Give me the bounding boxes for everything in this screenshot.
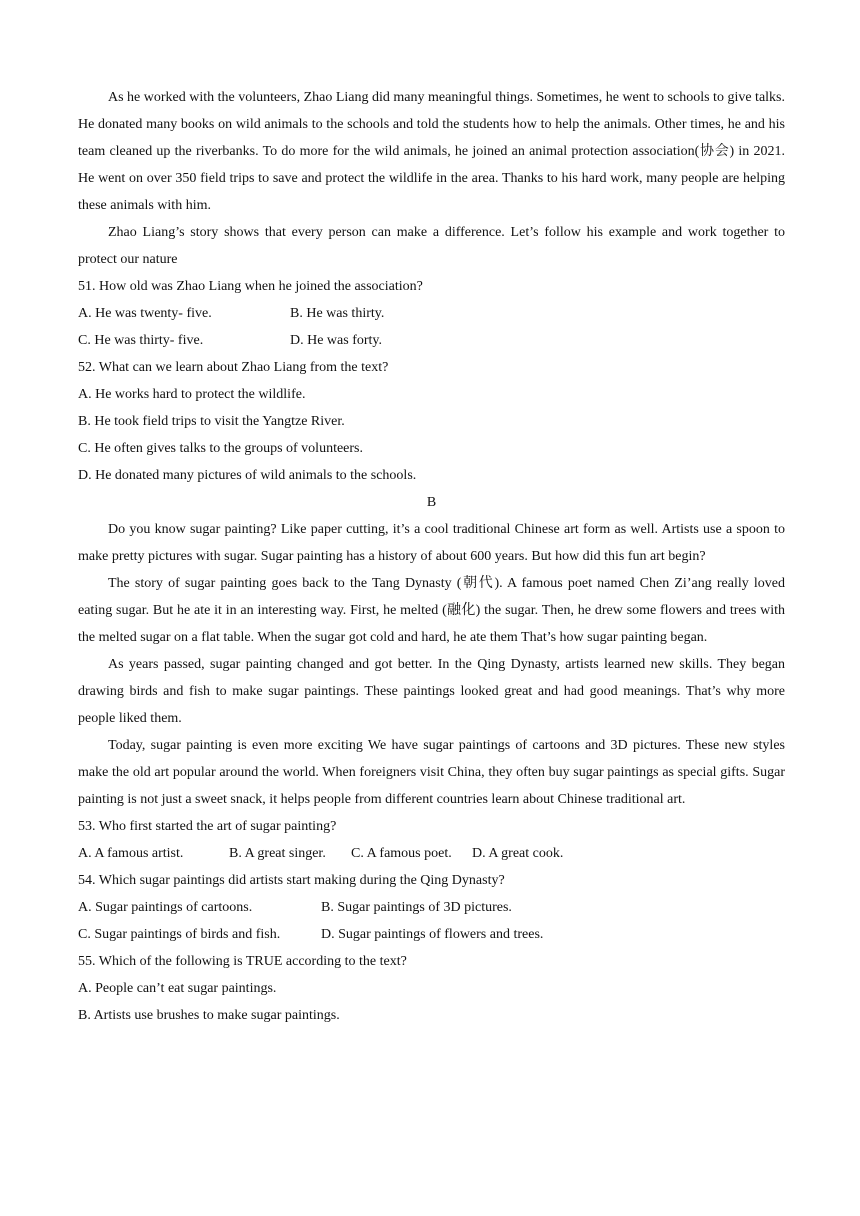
passage-a-paragraph: As he worked with the volunteers, Zhao Liang did many meaningful things. Sometimes, he went to schools to give talks. He donated many books on wild animals to the schools and told the students how to help the animals. Other times, he and his team cleaned up the riverbanks. To do more for the wild animals, he joined an animal protection association(协会) in 2021. He went on over 350 field trips to save and protect the wildlife in the area. Thanks to his hard work, many people are helping these animals with him.	[78, 90, 785, 213]
passage-b-paragraph: Do you know sugar painting? Like paper cutting, it’s a cool traditional Chinese art form as well. Artists use a spoon to make pretty pictures with sugar. Sugar painting has a history of about 600 years. But how did this fun art begin?	[78, 522, 785, 564]
option-b: B. Sugar paintings of 3D pictures.	[321, 900, 512, 915]
passage-b-paragraph: The story of sugar painting goes back to the Tang Dynasty (朝代). A famous poet named Chen Zi’ang really loved eating sugar. But he ate it in an interesting way. First, he melted (融化) the sugar. Then, he drew some flowers and trees with the melted sugar on a flat table. When the sugar got cold and hard, he ate them That’s how sugar painting began.	[78, 576, 785, 645]
question-51: 51. How old was Zhao Liang when he joined the association?	[78, 279, 423, 294]
question-55: 55. Which of the following is TRUE according to the text?	[78, 954, 407, 969]
question-51-options-row	[78, 327, 785, 354]
option-a: A. A famous artist.	[78, 846, 184, 861]
document-page	[78, 84, 785, 1029]
option-b: B. A great singer.	[229, 846, 326, 861]
option-d: D. A great cook.	[472, 846, 564, 861]
option-d: D. Sugar paintings of flowers and trees.	[321, 927, 544, 942]
option-b: B. Artists use brushes to make sugar paintings.	[78, 1008, 340, 1023]
question-51-options-row	[78, 300, 785, 327]
option-a: A. He was twenty- five.	[78, 306, 212, 321]
question-54: 54. Which sugar paintings did artists start making during the Qing Dynasty?	[78, 873, 505, 888]
option-d: D. He donated many pictures of wild animals to the schools.	[78, 468, 417, 483]
option-d: D. He was forty.	[290, 333, 383, 348]
question-52: 52. What can we learn about Zhao Liang from the text?	[78, 360, 389, 375]
passage-b-paragraph: Today, sugar painting is even more exciting We have sugar paintings of cartoons and 3D pictures. These new styles make the old art popular around the world. When foreigners visit China, they often buy sugar paintings as special gifts. Sugar painting is not just a sweet snack, it helps people from different countries learn about Chinese traditional art.	[78, 738, 785, 807]
option-c: C. Sugar paintings of birds and fish.	[78, 927, 281, 942]
option-c: C. He often gives talks to the groups of volunteers.	[78, 441, 364, 456]
option-b: B. He was thirty.	[290, 306, 385, 321]
passage-a-paragraph: Zhao Liang’s story shows that every person can make a difference. Let’s follow his example and work together to protect our nature	[78, 225, 785, 267]
option-a: A. People can’t eat sugar paintings.	[78, 981, 277, 996]
question-53-options-row	[78, 840, 785, 867]
option-c: C. A famous poet.	[351, 846, 452, 861]
option-a: A. Sugar paintings of cartoons.	[78, 900, 253, 915]
question-54-options-row	[78, 894, 785, 921]
passage-b-heading: B	[426, 495, 437, 510]
question-54-options-row	[78, 921, 785, 948]
option-c: C. He was thirty- five.	[78, 333, 204, 348]
option-b: B. He took field trips to visit the Yangtze River.	[78, 414, 345, 429]
question-53: 53. Who first started the art of sugar painting?	[78, 819, 337, 834]
passage-b-paragraph: As years passed, sugar painting changed and got better. In the Qing Dynasty, artists learned new skills. They began drawing birds and fish to make sugar paintings. These paintings looked great and had good meanings. That’s why more people liked them.	[78, 657, 785, 726]
option-a: A. He works hard to protect the wildlife.	[78, 387, 306, 402]
